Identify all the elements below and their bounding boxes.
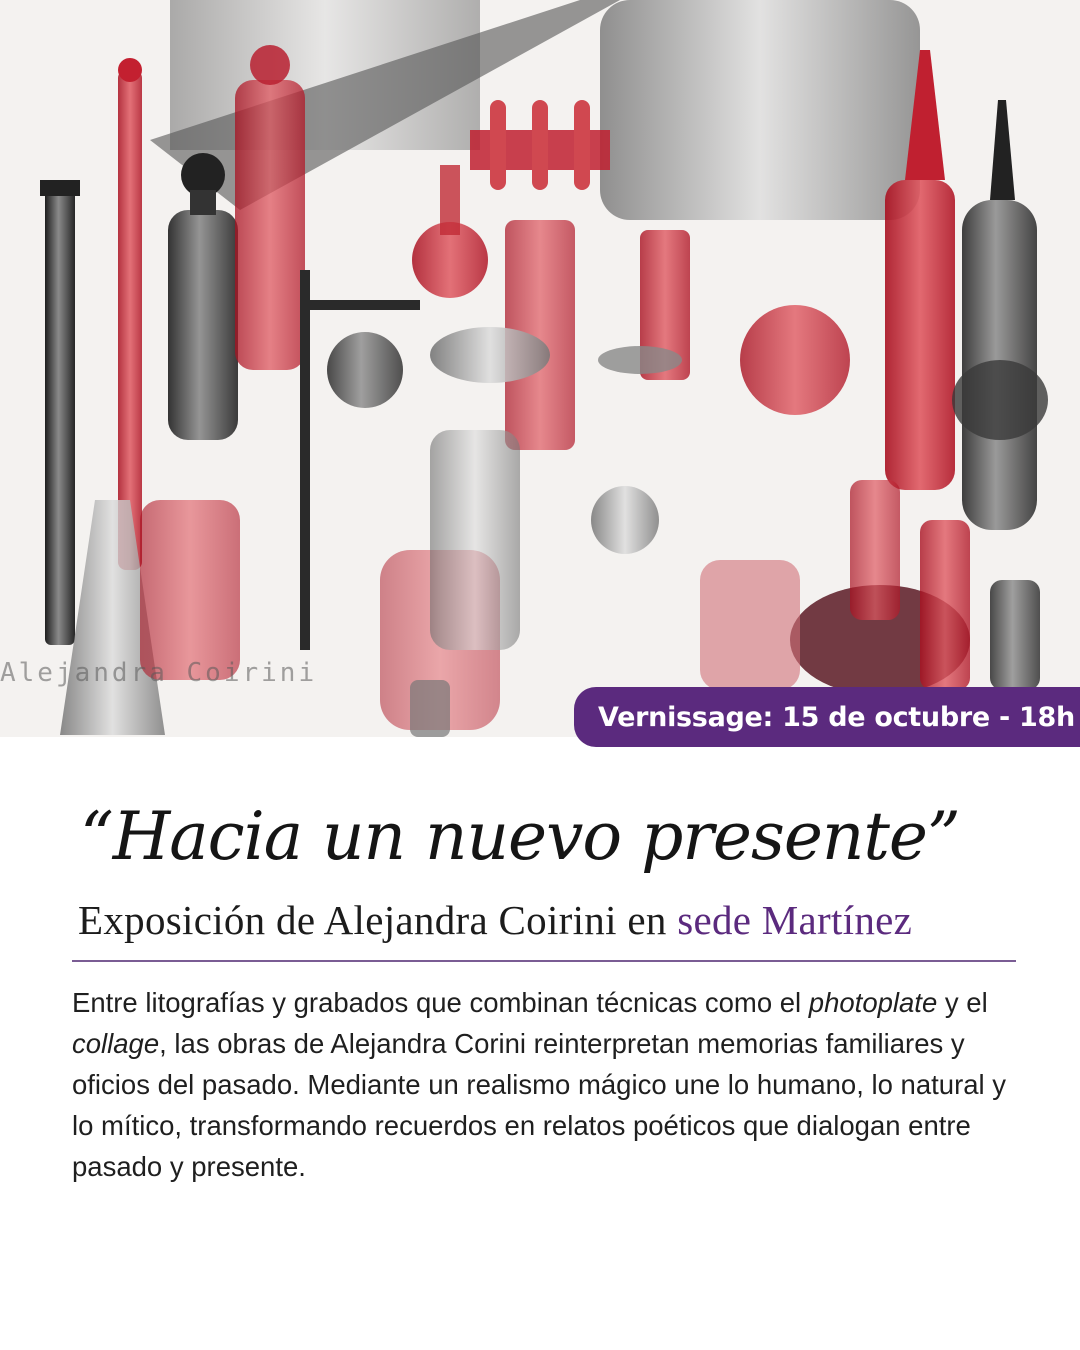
exhibition-title: “Hacia un nuevo presente”	[80, 798, 960, 875]
description-part-1: Entre litografías y grabados que combinan técnicas como el	[72, 987, 809, 1018]
technique-photoplate: photoplate	[808, 987, 938, 1018]
exhibition-subtitle	[78, 896, 912, 944]
vernissage-date-label: Vernissage: 15 de octubre - 18h	[598, 701, 1075, 733]
artist-watermark: Alejandra Coirini	[0, 658, 318, 688]
description-part-2: y el	[937, 987, 988, 1018]
description-part-3: , las obras de Alejandra Corini reinterpretan memorias familiares y oficios del pasado. Mediante un realismo mágico une lo humano, lo natural y lo mítico, transformando recuerdos en relatos poéticos que dialogan entre pasado y presente.	[72, 1028, 1007, 1182]
subtitle-prefix: Exposición de Alejandra Coirini en	[78, 897, 678, 943]
section-divider	[72, 960, 1016, 962]
vernissage-date-badge	[574, 687, 1080, 747]
exhibition-description	[72, 982, 1022, 1187]
venue-name: sede Martínez	[677, 897, 913, 943]
technique-collage: collage	[72, 1028, 160, 1059]
